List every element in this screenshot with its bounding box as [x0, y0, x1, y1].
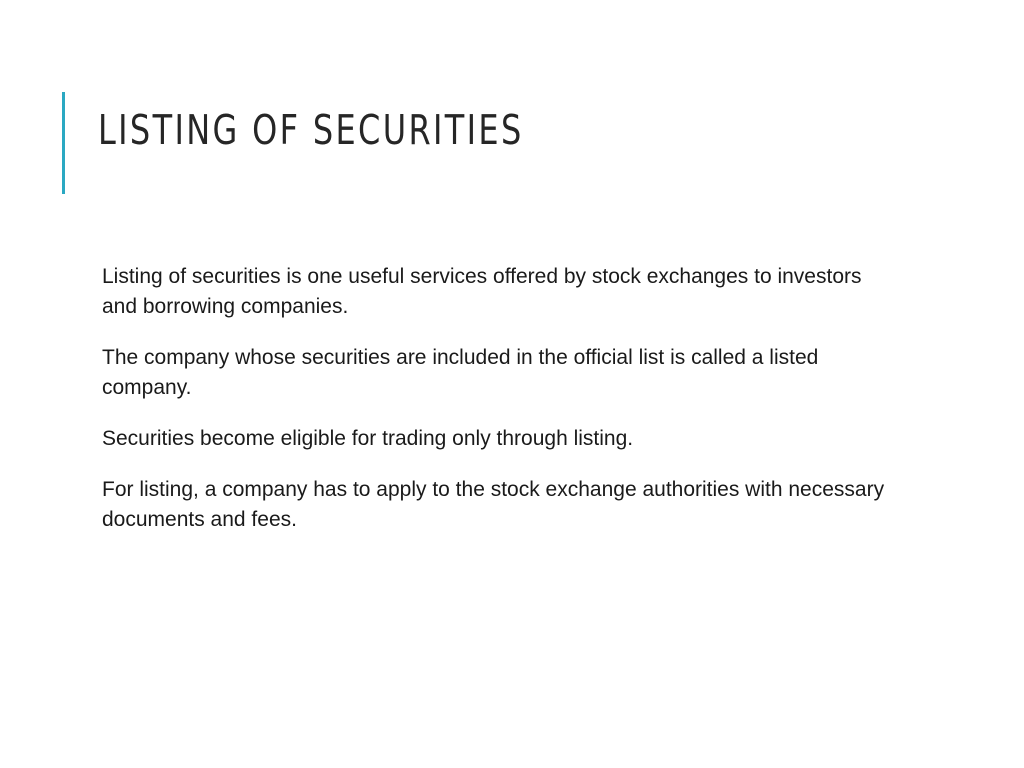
title-accent-bar [62, 92, 65, 194]
body-paragraph: The company whose securities are included in the official list is called a listed company. [102, 346, 819, 399]
body-paragraph: For listing, a company has to apply to the stock exchange authorities with necessary documents and fees. [102, 478, 885, 531]
body-paragraph: Listing of securities is one useful services offered by stock exchanges to investors and borrowing companies. [102, 265, 862, 318]
slide-title: LISTING OF SECURITIES [98, 106, 524, 154]
slide-body [102, 262, 892, 556]
body-paragraph: Securities become eligible for trading only through listing. [102, 427, 634, 450]
